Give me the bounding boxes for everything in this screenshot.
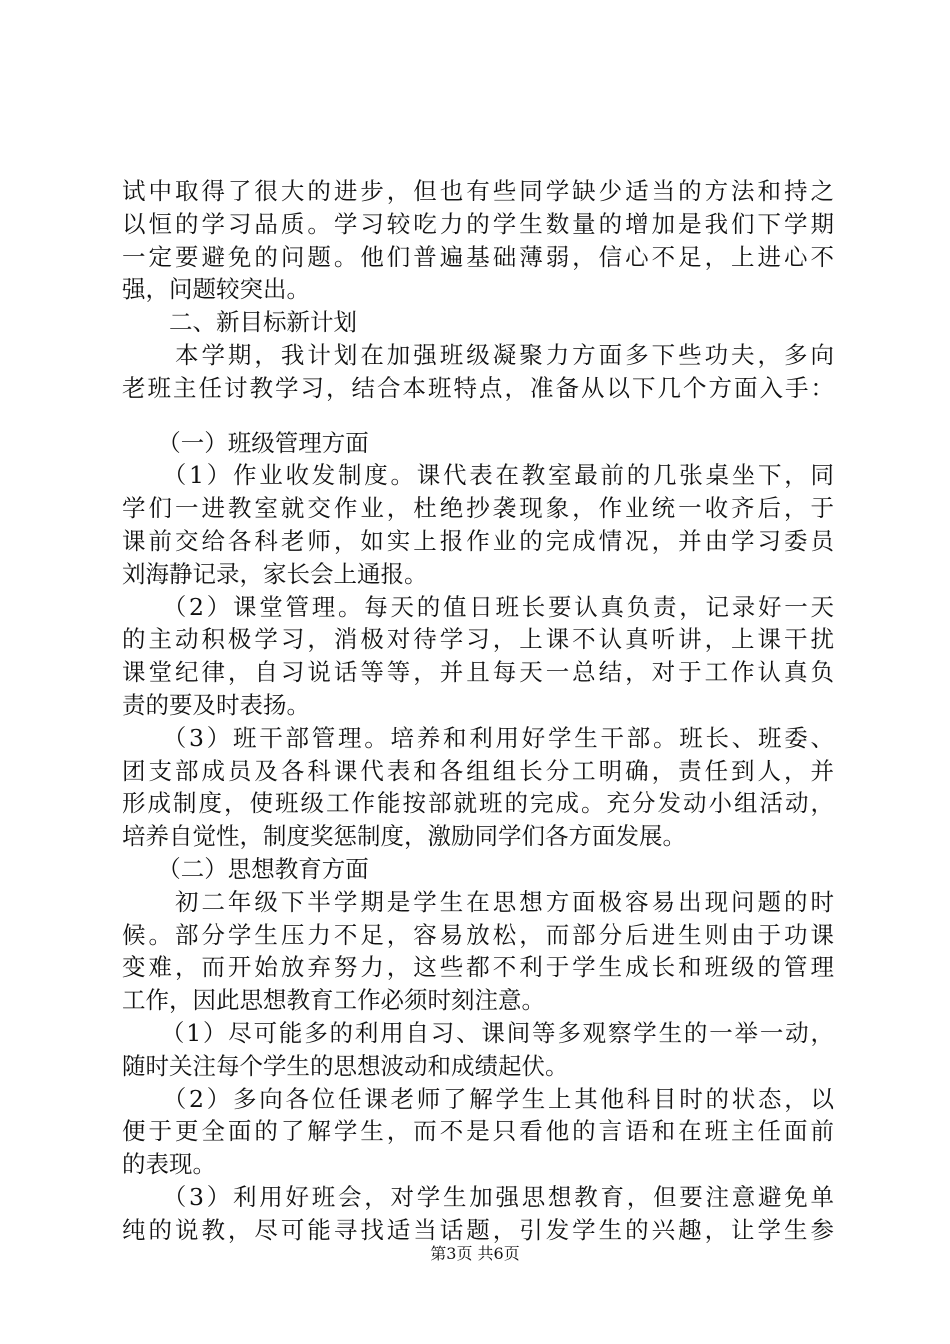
text-line: （3）利用好班会，对学生加强思想教育，但要注意避免单 <box>122 1183 834 1211</box>
text-line: 变难，而开始放弃努力，这些都不利于学生成长和班级的管理 <box>122 953 834 981</box>
text-line: 试中取得了很大的进步，但也有些同学缺少适当的方法和持之 <box>122 177 834 205</box>
text-line: （2）课堂管理。每天的值日班长要认真负责，记录好一天 <box>122 593 834 621</box>
text-line: （3）班干部管理。培养和利用好学生干部。班长、班委、 <box>122 724 834 752</box>
text-line: 课前交给各科老师，如实上报作业的完成情况，并由学习委员 <box>122 527 834 555</box>
text-line: 的表现。 <box>122 1150 216 1178</box>
text-line: 课堂纪律，自习说话等等，并且每天一总结，对于工作认真负 <box>122 658 834 686</box>
text-line: 责的要及时表扬。 <box>122 691 310 719</box>
section-heading: 二、新目标新计划 <box>122 308 357 336</box>
text-line: 学们一进教室就交作业，杜绝抄袭现象，作业统一收齐后，于 <box>122 494 834 522</box>
page-number-footer: 第3页 共6页 <box>430 1244 520 1263</box>
text-line: 形成制度，使班级工作能按部就班的完成。充分发动小组活动， <box>122 789 834 817</box>
text-line: 以恒的学习品质。学习较吃力的学生数量的增加是我们下学期 <box>122 210 834 238</box>
text-line: 培养自觉性，制度奖惩制度，激励同学们各方面发展。 <box>122 822 686 850</box>
text-line: 工作，因此思想教育工作必须时刻注意。 <box>122 986 545 1014</box>
text-line: 便于更全面的了解学生，而不是只看他的言语和在班主任面前 <box>122 1117 834 1145</box>
text-line: 初二年级下半学期是学生在思想方面极容易出现问题的时 <box>122 888 834 916</box>
text-line: （1）尽可能多的利用自习、课间等多观察学生的一举一动， <box>122 1019 834 1047</box>
text-line: 刘海静记录，家长会上通报。 <box>122 560 428 588</box>
text-line: 老班主任讨教学习，结合本班特点，准备从以下几个方面入手： <box>122 374 834 402</box>
text-line: 团支部成员及各科课代表和各组组长分工明确，责任到人，并 <box>122 757 834 785</box>
text-line: 本学期，我计划在加强班级凝聚力方面多下些功夫，多向 <box>122 341 834 369</box>
subsection-heading: （一）班级管理方面 <box>122 429 369 457</box>
text-line: 一定要避免的问题。他们普遍基础薄弱，信心不足，上进心不 <box>122 243 834 271</box>
text-line: 强，问题较突出。 <box>122 275 310 303</box>
text-line: （2）多向各位任课老师了解学生上其他科目时的状态，以 <box>122 1085 834 1113</box>
text-line: 纯的说教，尽可能寻找适当话题，引发学生的兴趣，让学生参 <box>122 1216 834 1244</box>
text-line: （1）作业收发制度。课代表在教室最前的几张桌坐下，同 <box>122 461 834 489</box>
text-line: 的主动积极学习，消极对待学习，上课不认真听讲，上课干扰 <box>122 625 834 653</box>
text-line: 候。部分学生压力不足，容易放松，而部分后进生则由于功课 <box>122 921 834 949</box>
subsection-heading: （二）思想教育方面 <box>122 855 369 883</box>
text-line: 随时关注每个学生的思想波动和成绩起伏。 <box>122 1052 569 1080</box>
